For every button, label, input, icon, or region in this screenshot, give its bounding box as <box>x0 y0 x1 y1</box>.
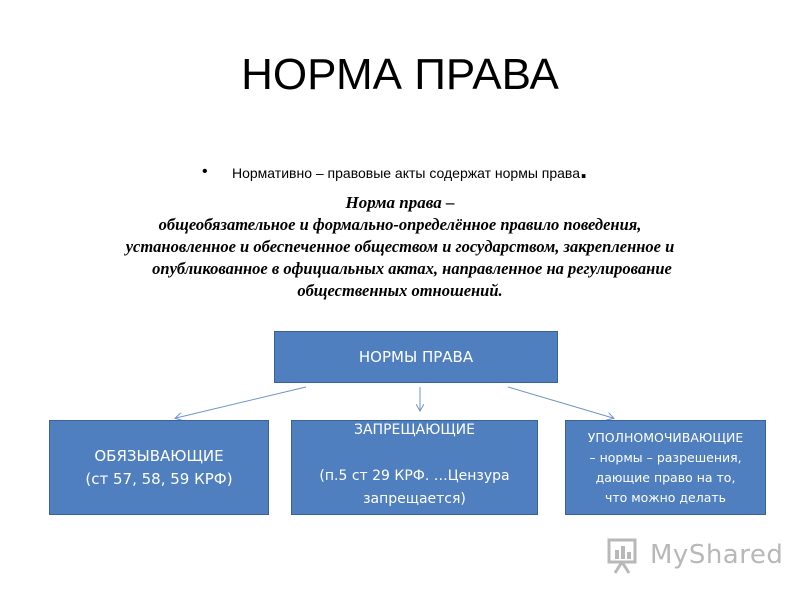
watermark <box>606 536 784 576</box>
slide-title: НОРМА ПРАВА <box>241 50 559 99</box>
node-prohibiting-title: ЗАПРЕЩАЮЩИЕ <box>353 422 475 438</box>
arrow-to-right <box>508 387 613 418</box>
node-empowering-desc: дающие право на то, <box>595 469 736 485</box>
arrow-to-left <box>176 387 306 418</box>
watermark-text: MyShared <box>650 540 784 570</box>
node-prohibiting-ref: запрещается) <box>363 491 466 507</box>
definition-line: общественных отношений. <box>297 281 503 300</box>
definition-line: опубликованное в официальных актах, направленное на регулирование <box>152 259 672 278</box>
definition-line: установленное и обеспеченное обществом и государством, закрепленное и <box>125 237 675 256</box>
node-empowering-desc: – нормы – разрешения, <box>589 449 742 465</box>
bullet-text: Нормативно – правовые акты содержат нормы права. <box>232 154 588 184</box>
node-empowering <box>565 420 766 515</box>
node-obligating-title: ОБЯЗЫВАЮЩИЕ <box>94 446 224 465</box>
node-empowering-title: УПОЛНОМОЧИВАЮЩИЕ <box>587 429 744 445</box>
root-node-label: НОРМЫ ПРАВА <box>358 348 474 366</box>
node-obligating <box>49 420 269 515</box>
bullet-dot-icon: • <box>202 163 208 180</box>
node-prohibiting-ref: (п.5 ст 29 КРФ. …Цензура <box>319 468 510 484</box>
node-empowering-desc: что можно делать <box>604 489 727 505</box>
presentation-board-icon <box>606 536 646 576</box>
node-prohibiting <box>291 420 538 515</box>
node-obligating-ref: (ст 57, 58, 59 КРФ) <box>85 469 233 488</box>
definition-line: общеобязательное и формально-определённое правило поведения, <box>158 215 642 234</box>
definition-term: Норма права – <box>345 193 455 212</box>
root-node-norms <box>274 331 558 383</box>
